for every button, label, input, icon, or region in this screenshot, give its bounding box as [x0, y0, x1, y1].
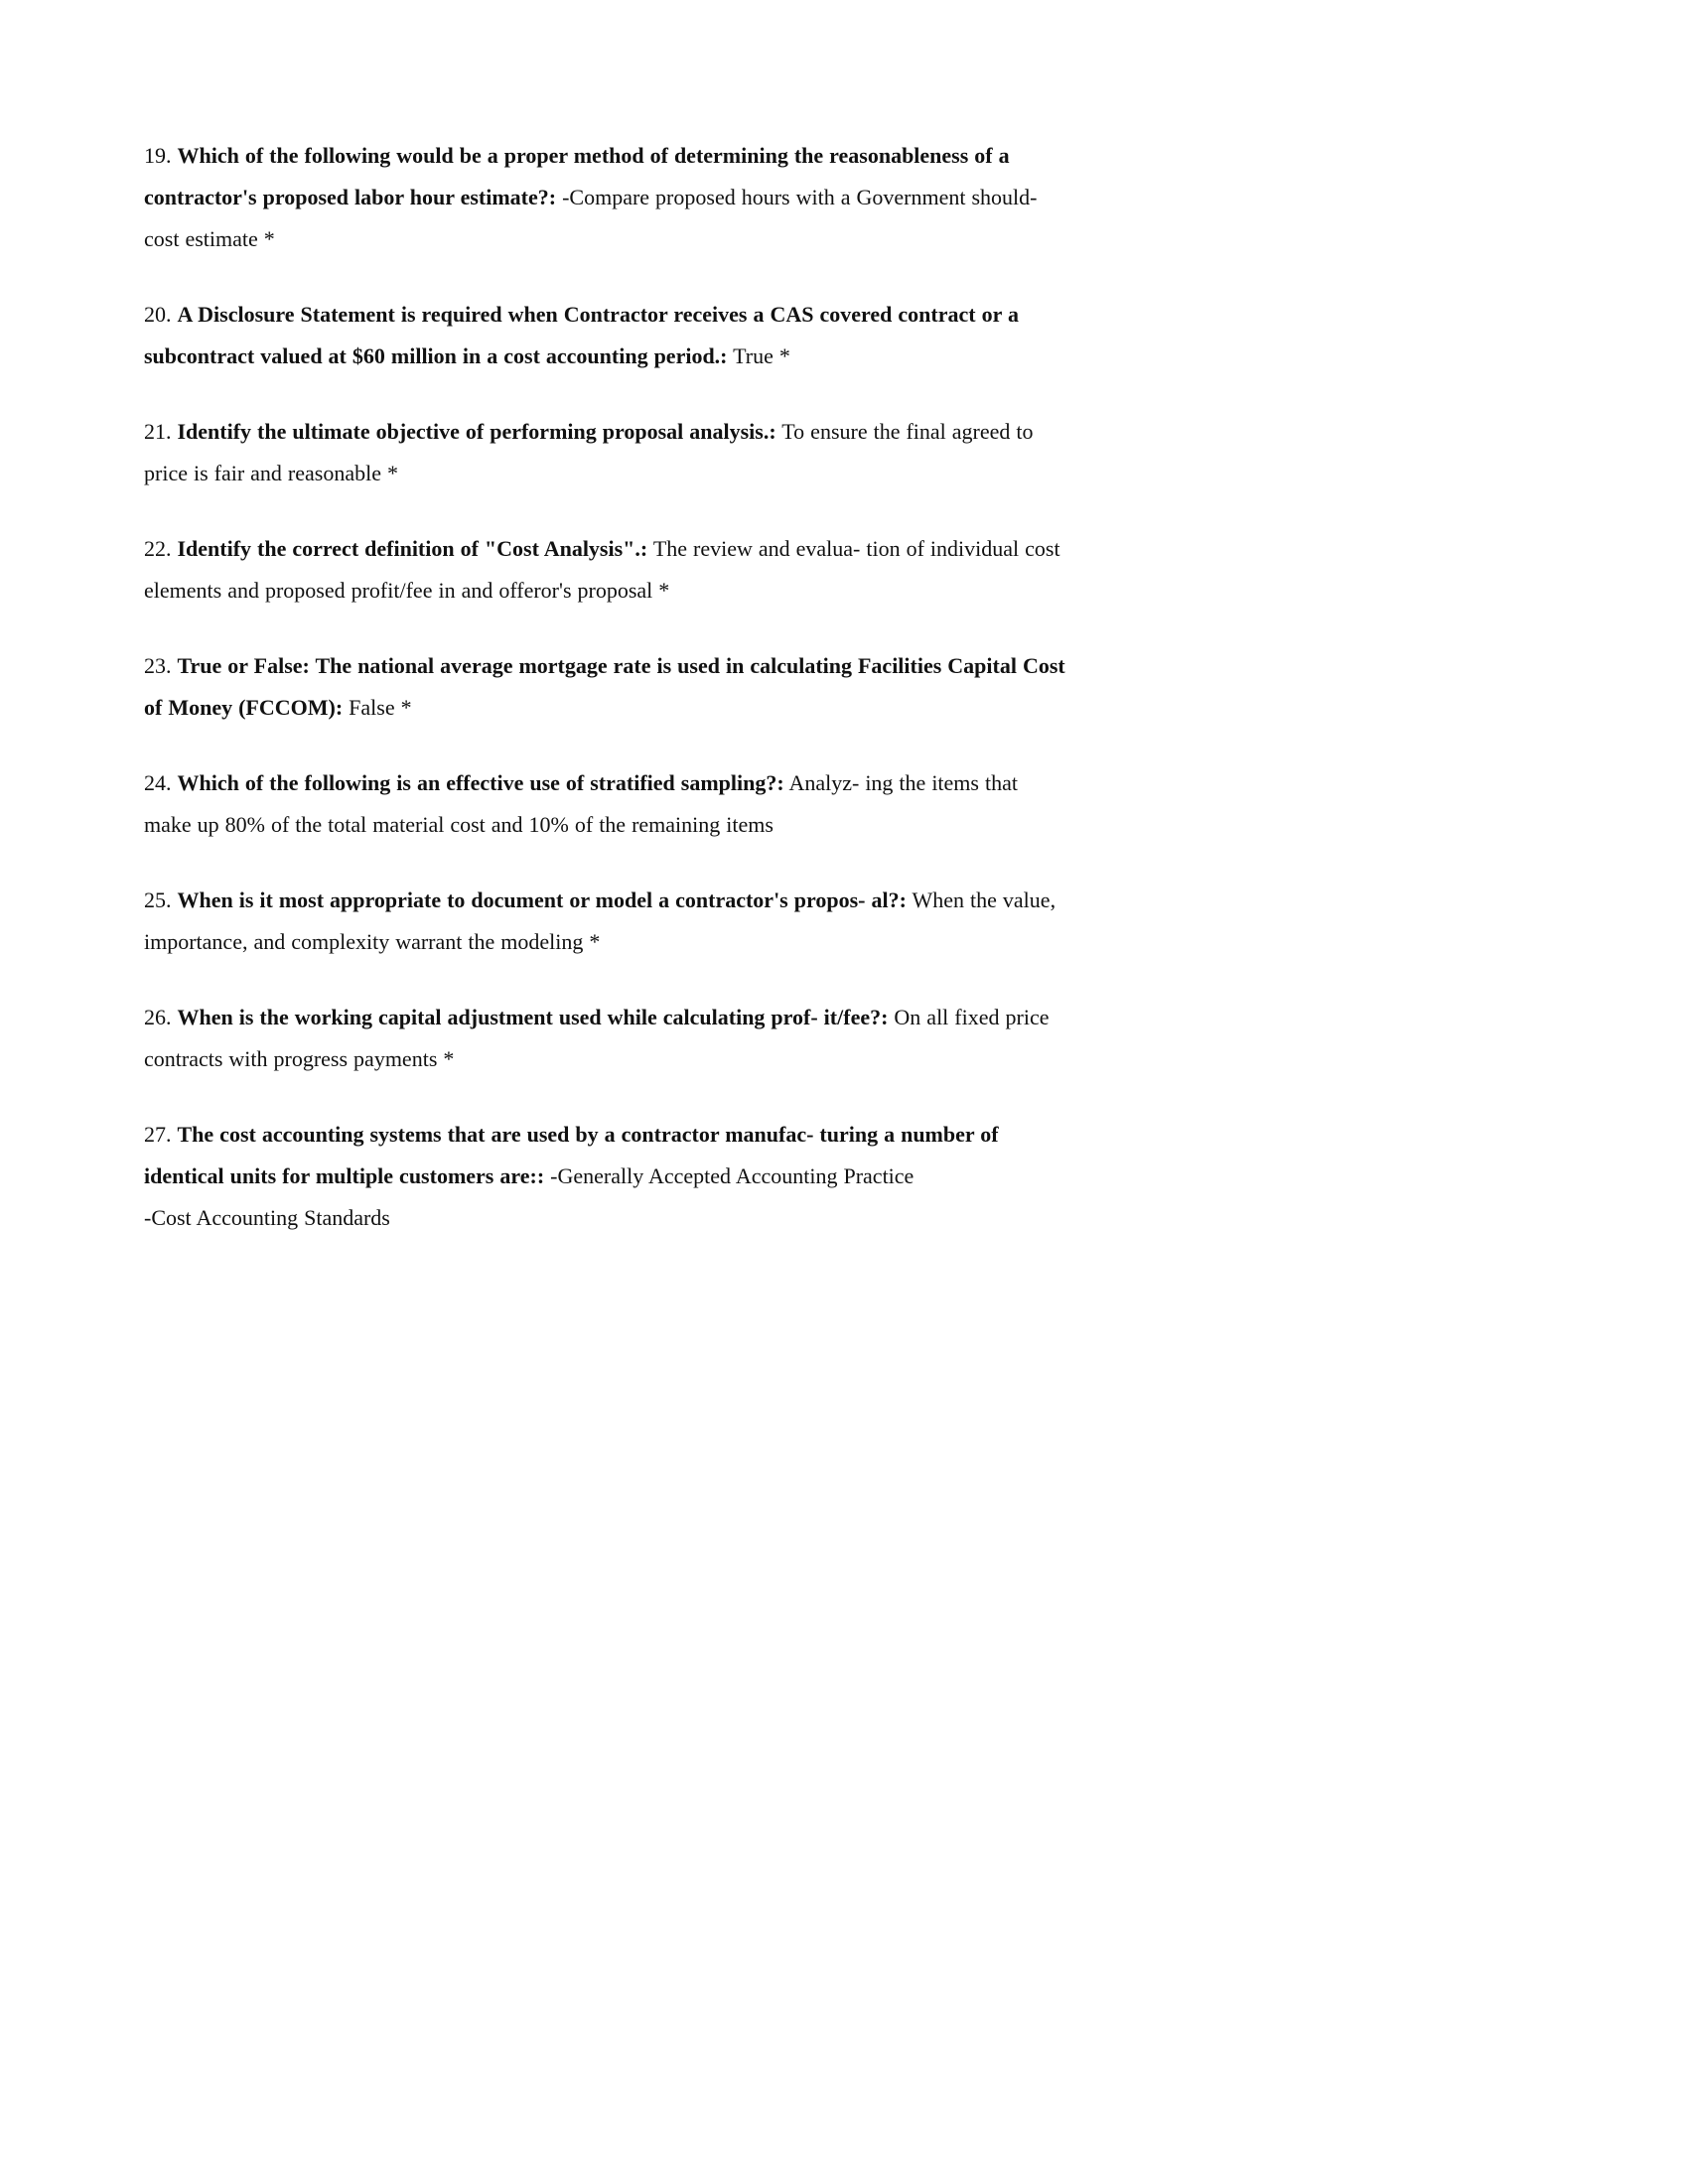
question-number: 22. — [144, 536, 172, 561]
question-text: The cost accounting systems that are used by a contractor manufac- turing a number of identical units for multiple customers are:: — [144, 1122, 999, 1188]
question-text: Which of the following is an effective use of stratified sampling?: — [177, 770, 784, 795]
qa-item-22 — [144, 528, 1067, 612]
question-number: 25. — [144, 887, 172, 912]
question-number: 19. — [144, 143, 172, 168]
qa-item-24 — [144, 762, 1067, 846]
qa-item-21 — [144, 411, 1067, 494]
question-text: Which of the following would be a proper method of determining the reasonableness of a contractor's proposed labor hour estimate?: — [144, 143, 1010, 209]
qa-item-20 — [144, 294, 1067, 377]
answer-text-line2: -Cost Accounting Standards — [144, 1205, 390, 1230]
answer-text: On all fixed price contracts with progress payments * — [144, 1005, 1050, 1071]
answer-text: The review and evalua- tion of individual cost elements and proposed profit/fee in and offeror's proposal * — [144, 536, 1060, 603]
answer-text: To ensure the final agreed to price is fair and reasonable * — [144, 419, 1034, 485]
qa-list — [144, 135, 1067, 1239]
answer-text: True * — [733, 343, 790, 368]
question-number: 21. — [144, 419, 172, 444]
answer-text: Analyz- ing the items that make up 80% of the total material cost and 10% of the remaining items — [144, 770, 1018, 837]
answer-text: -Generally Accepted Accounting Practice — [550, 1163, 914, 1188]
question-number: 24. — [144, 770, 172, 795]
qa-item-26 — [144, 997, 1067, 1080]
question-text: When is it most appropriate to document or model a contractor's propos- al?: — [177, 887, 907, 912]
question-text: Identify the correct definition of "Cost Analysis".: — [177, 536, 648, 561]
question-text: True or False: The national average mortgage rate is used in calculating Facilities Capital Cost of Money (FCCOM): — [144, 653, 1065, 720]
question-number: 27. — [144, 1122, 172, 1147]
question-number: 26. — [144, 1005, 172, 1029]
question-number: 23. — [144, 653, 172, 678]
question-text: A Disclosure Statement is required when Contractor receives a CAS covered contract or a subcontract valued at $60 million in a cost accounting period.: — [144, 302, 1019, 368]
answer-text: When the value, importance, and complexity warrant the modeling * — [144, 887, 1056, 954]
question-text: Identify the ultimate objective of performing proposal analysis.: — [177, 419, 776, 444]
qa-item-25 — [144, 880, 1067, 963]
question-number: 20. — [144, 302, 172, 327]
qa-item-23 — [144, 645, 1067, 729]
qa-item-27 — [144, 1114, 1067, 1239]
qa-item-19 — [144, 135, 1067, 260]
answer-text: False * — [349, 695, 412, 720]
answer-text: -Compare proposed hours with a Government should-cost estimate * — [144, 185, 1038, 251]
question-text: When is the working capital adjustment used while calculating prof- it/fee?: — [177, 1005, 889, 1029]
